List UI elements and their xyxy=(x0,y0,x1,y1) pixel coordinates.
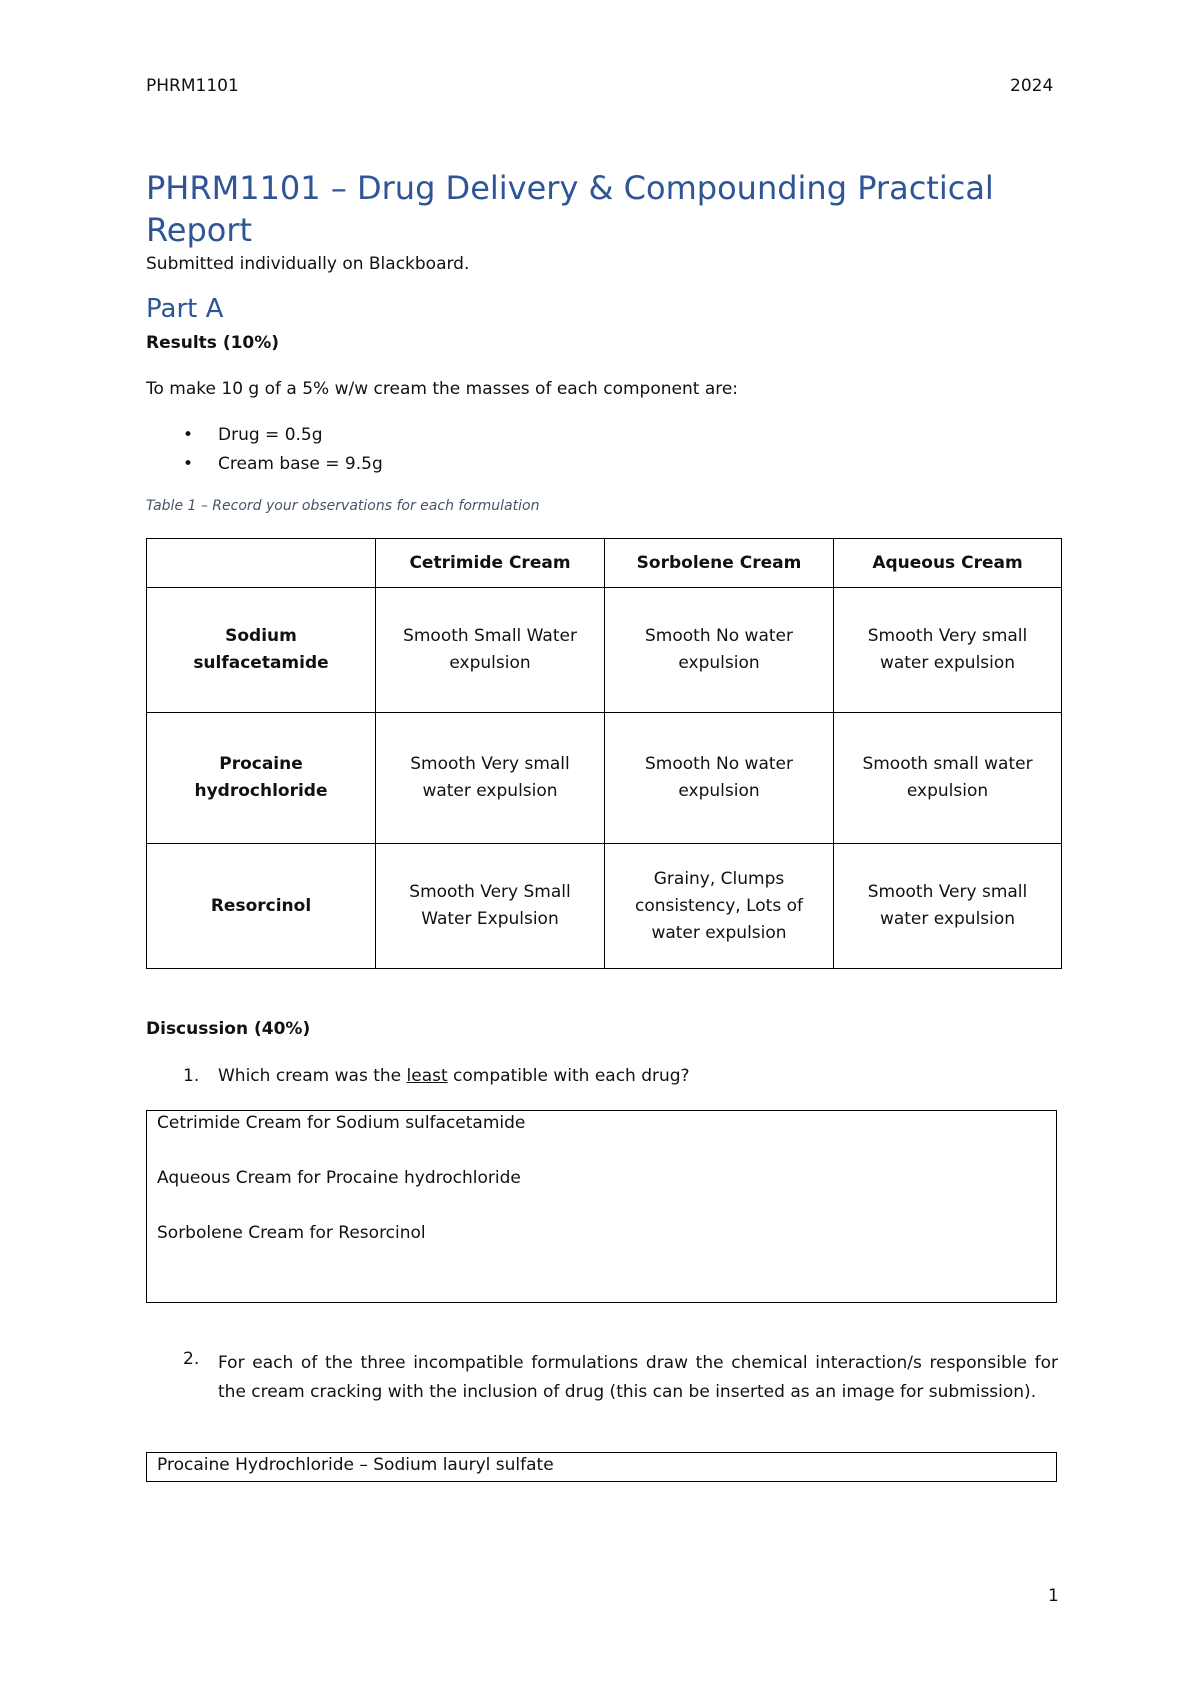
table-cell: Smooth Very Small Water Expulsion xyxy=(376,844,605,969)
row-header-drug: Sodium sulfacetamide xyxy=(147,588,376,713)
table-cell: Smooth No water expulsion xyxy=(605,588,834,713)
table-cell: Smooth Very small water expulsion xyxy=(834,844,1062,969)
table-cell: Smooth Very small water expulsion xyxy=(376,713,605,844)
question-1-emphasis: least xyxy=(406,1066,448,1086)
answer-box-1[interactable] xyxy=(146,1110,1057,1303)
part-a-heading: Part A xyxy=(146,294,224,324)
table-row xyxy=(147,844,1062,969)
table-cell: Grainy, Clumps consistency, Lots of water expulsion xyxy=(605,844,834,969)
subtitle: Submitted individually on Blackboard. xyxy=(146,254,470,274)
table-cell: Smooth Small Water expulsion xyxy=(376,588,605,713)
question-1-number: 1. xyxy=(183,1066,200,1086)
answer-line: Procaine Hydrochloride – Sodium lauryl sulfate xyxy=(157,1455,554,1475)
table-cell: Smooth small water expulsion xyxy=(834,713,1062,844)
answer-box-2[interactable] xyxy=(146,1452,1057,1482)
bullet-dot-icon: • xyxy=(183,425,194,445)
results-heading: Results (10%) xyxy=(146,333,280,353)
answer-line: Aqueous Cream for Procaine hydrochloride xyxy=(157,1168,521,1188)
observations-table xyxy=(146,538,1062,969)
table-cell: Smooth Very small water expulsion xyxy=(834,588,1062,713)
table-cell: Smooth No water expulsion xyxy=(605,713,834,844)
results-intro: To make 10 g of a 5% w/w cream the masses of each component are: xyxy=(146,379,739,399)
table-header-cetrimide: Cetrimide Cream xyxy=(376,539,605,588)
bullet-item-drug: Drug = 0.5g xyxy=(218,425,323,445)
table-header-cell xyxy=(147,539,376,588)
header-year: 2024 xyxy=(1010,76,1054,96)
question-2-number: 2. xyxy=(183,1349,200,1369)
question-1-text-part: Which cream was the xyxy=(218,1066,407,1086)
bullet-dot-icon: • xyxy=(183,454,194,474)
table-row xyxy=(147,588,1062,713)
table-header-row xyxy=(147,539,1062,588)
table-header-aqueous: Aqueous Cream xyxy=(834,539,1062,588)
discussion-heading: Discussion (40%) xyxy=(146,1019,311,1039)
header-course-code: PHRM1101 xyxy=(146,76,239,96)
row-header-drug: Procaine hydrochloride xyxy=(147,713,376,844)
table-caption: Table 1 – Record your observations for each formulation xyxy=(146,498,540,514)
table-header-sorbolene: Sorbolene Cream xyxy=(605,539,834,588)
table-row xyxy=(147,713,1062,844)
page-title: PHRM1101 – Drug Delivery & Compounding Practical Report xyxy=(146,169,994,249)
row-header-drug: Resorcinol xyxy=(147,844,376,969)
bullet-item-cream-base: Cream base = 9.5g xyxy=(218,454,383,474)
page-number: 1 xyxy=(1048,1586,1059,1606)
answer-line: Sorbolene Cream for Resorcinol xyxy=(157,1223,426,1243)
question-1-text xyxy=(218,1066,690,1086)
question-2-text: For each of the three incompatible formulations draw the chemical interaction/s responsible for the cream cracking with the inclusion of drug (this can be inserted as an image for submission). xyxy=(218,1353,1058,1402)
question-1-text-part: compatible with each drug? xyxy=(447,1066,690,1086)
answer-line: Cetrimide Cream for Sodium sulfacetamide xyxy=(157,1113,526,1133)
